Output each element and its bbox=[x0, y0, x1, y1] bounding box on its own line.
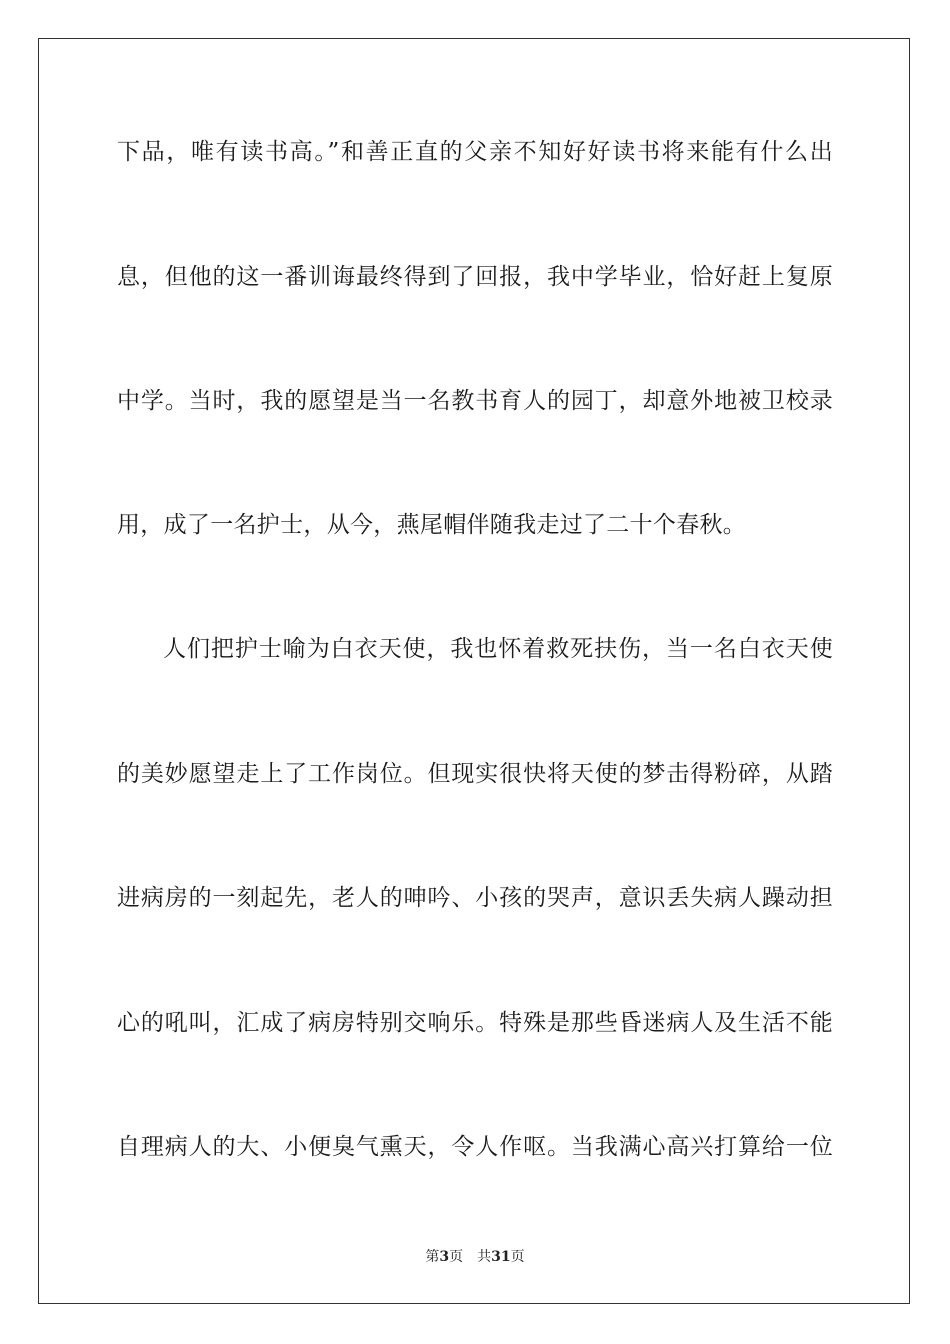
total-suffix: 页 bbox=[510, 1249, 525, 1265]
page-footer bbox=[0, 1248, 950, 1266]
paragraph-line-5: 人们把护士喻为白衣天使，我也怀着救死扶伤，当一名白衣天使 bbox=[163, 636, 833, 662]
total-prefix: 共 bbox=[477, 1249, 492, 1265]
paragraph-line-4: 用，成了一名护士，从今，燕尾帽伴随我走过了二十个春秋。 bbox=[117, 512, 747, 538]
page-number: 3 bbox=[439, 1249, 450, 1265]
paragraph-line-3: 中学。当时，我的愿望是当一名教书育人的园丁，却意外地被卫校录 bbox=[117, 388, 833, 414]
paragraph-line-6: 的美妙愿望走上了工作岗位。但现实很快将天使的梦击得粉碎，从踏 bbox=[117, 761, 833, 787]
total-pages: 31 bbox=[491, 1249, 511, 1265]
paragraph-line-8: 心的吼叫，汇成了病房特别交响乐。特殊是那些昏迷病人及生活不能 bbox=[117, 1010, 833, 1036]
paragraph-line-7: 进病房的一刻起先，老人的呻吟、小孩的哭声，意识丢失病人躁动担 bbox=[117, 885, 833, 911]
page-prefix: 第 bbox=[425, 1249, 440, 1265]
page-suffix: 页 bbox=[449, 1249, 464, 1265]
paragraph-line-2: 息，但他的这一番训诲最终得到了回报，我中学毕业，恰好赶上复原 bbox=[117, 264, 833, 290]
page-border bbox=[38, 38, 910, 1304]
paragraph-line-9: 自理病人的大、小便臭气熏天，令人作呕。当我满心高兴打算给一位 bbox=[117, 1134, 833, 1160]
paragraph-line-1: 下品，唯有读书高。”和善正直的父亲不知好好读书将来能有什么出 bbox=[117, 139, 833, 165]
